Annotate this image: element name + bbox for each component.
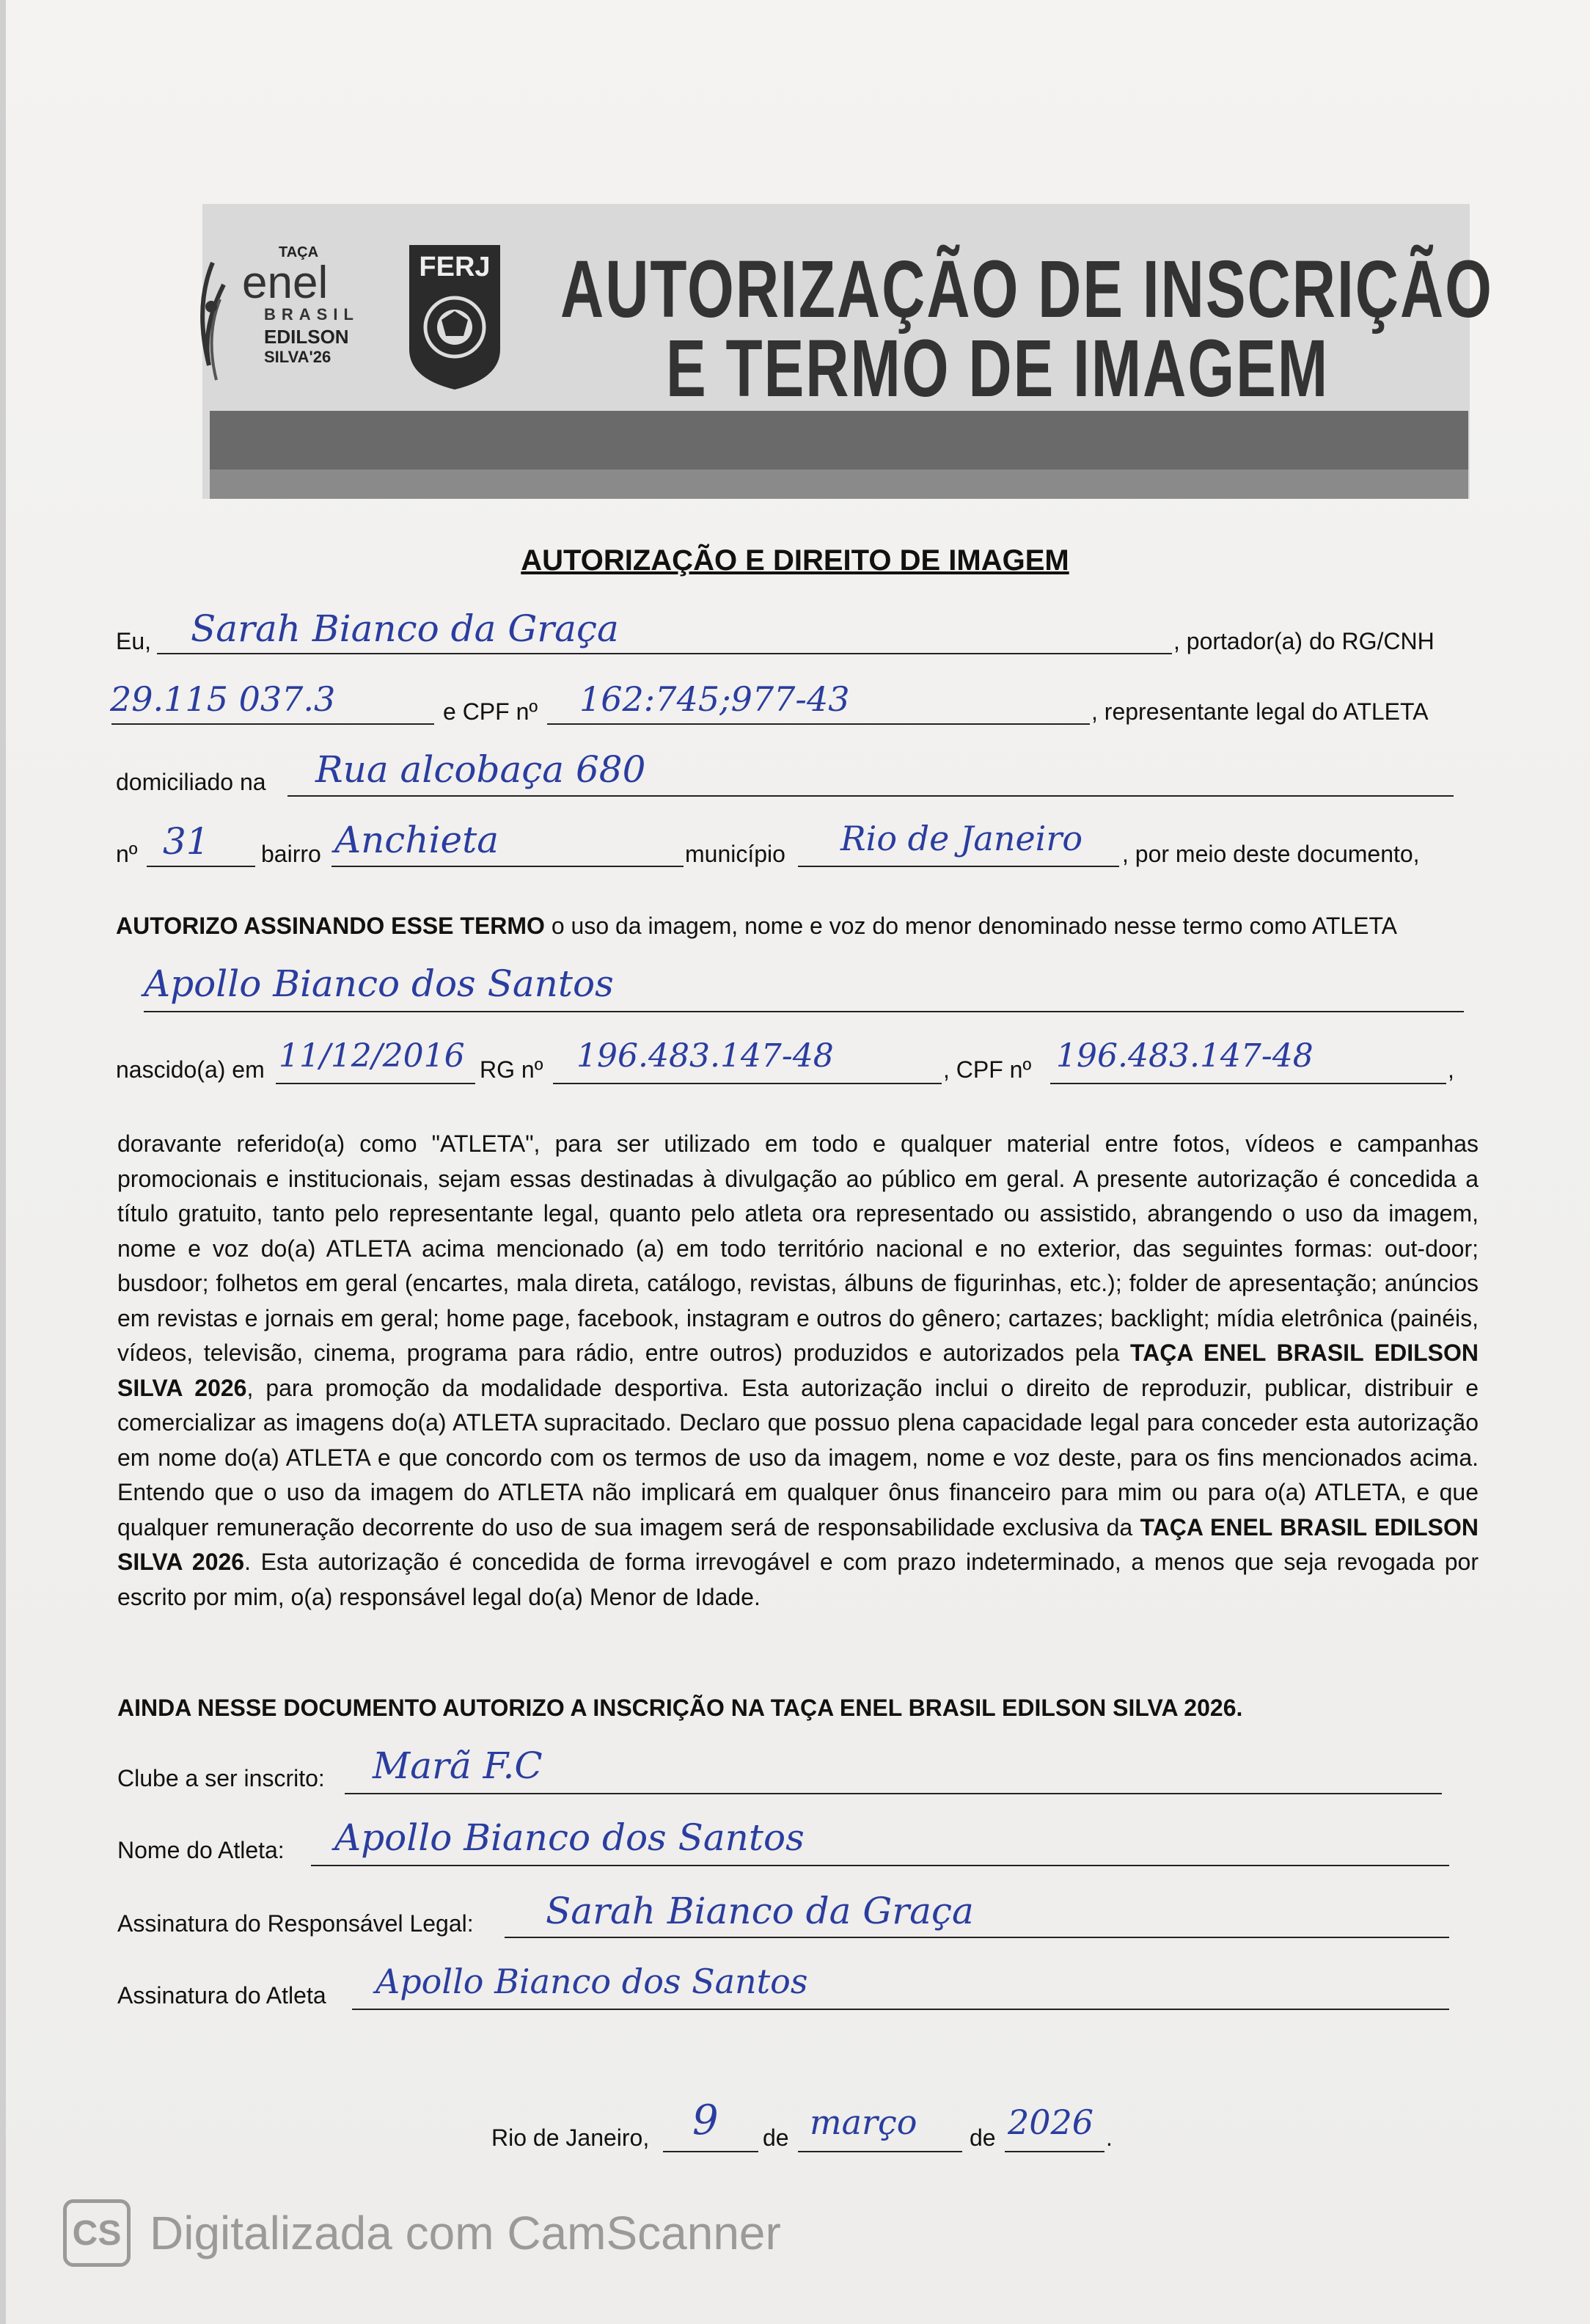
cpf-atleta-label: , CPF nº <box>943 1056 1032 1083</box>
atleta-name-value[interactable]: Apollo Bianco dos Santos <box>144 962 614 1005</box>
paragraph-part2: , para promoção da modalidade desportiva. Esta autorização inclui o direito de reproduzir, publicar, distribuir e comercializar as imagens do(a) ATLETA supracitado. Declaro que possuo plena capacidade legal para conceder esta autorização em nome do(a) ATLETA e que concordo com os termos de uso da imagem, nome e voz deste, para os fins mencionados acima. Entendo que o uso da imagem do ATLETA não implicará em qualquer ônus financeiro para mim ou para o(a) ATLETA, e que qualquer remuneração decorrente do uso de sua imagem será de responsabilidade exclusiva da <box>117 1374 1479 1541</box>
atleta-underline <box>144 1011 1464 1012</box>
paragraph-bold2: TAÇA ENEL BRASIL EDILSON SILVA 2026 <box>117 1513 1479 1575</box>
date-dot: . <box>1106 2124 1113 2151</box>
domiciliado-underline <box>287 795 1454 797</box>
ferj-shield-logo <box>403 239 506 393</box>
bairro-underline <box>331 866 684 867</box>
nome-atleta-label: Nome do Atleta: <box>117 1837 285 1863</box>
year-value[interactable]: 2026 <box>1008 2102 1094 2142</box>
clube-value[interactable]: Marã F.C <box>373 1744 543 1787</box>
nascido-label: nascido(a) em <box>116 1056 265 1083</box>
svg-text:SILVA'26: SILVA'26 <box>264 348 331 366</box>
year-underline <box>1005 2151 1104 2152</box>
termo-paragraph <box>117 1127 1479 1615</box>
rg-value[interactable]: 29.115 037.3 <box>110 679 336 719</box>
cpf-atleta-value[interactable]: 196.483.147-48 <box>1056 1037 1314 1075</box>
por-meio-label: , por meio deste documento, <box>1122 841 1420 867</box>
camscanner-icon: CS <box>63 2199 131 2267</box>
resp-sig-label: Assinatura do Responsável Legal: <box>117 1910 474 1937</box>
nascido-underline <box>276 1083 475 1084</box>
portador-label: , portador(a) do RG/CNH <box>1173 628 1435 654</box>
numero-underline <box>147 866 255 867</box>
page-edge-shadow <box>0 0 6 2324</box>
section-title: AUTORIZAÇÃO E DIREITO DE IMAGEM <box>521 544 1069 577</box>
paragraph-part3: . Esta autorização é concedida de forma irrevogável e com prazo indeterminado, a menos que seja revogada por escrito por mim, o(a) responsável legal do(a) Menor de Idade. <box>117 1549 1479 1610</box>
atleta-sig-label: Assinatura do Atleta <box>117 1982 326 2009</box>
autorizo-sentence <box>116 913 1397 940</box>
cpf-value[interactable]: 162:745;977-43 <box>579 679 850 719</box>
cpf-underline <box>547 723 1090 725</box>
domiciliado-label: domiciliado na <box>116 769 266 795</box>
header-light-band <box>210 469 1468 499</box>
resp-signature[interactable]: Sarah Bianco da Graça <box>546 1890 974 1932</box>
endereco-value[interactable]: Rua alcobaça 680 <box>315 748 646 791</box>
nascimento-value[interactable]: 11/12/2016 <box>279 1037 465 1075</box>
paragraph-bold1: TAÇA ENEL BRASIL EDILSON SILVA 2026 <box>117 1340 1479 1401</box>
svg-text:enel: enel <box>242 257 329 308</box>
comma: , <box>1448 1056 1454 1083</box>
camscanner-text: Digitalizada com CamScanner <box>150 2207 781 2259</box>
form-title-line2: E TERMO DE IMAGEM <box>666 324 1330 414</box>
de-label-2: de <box>970 2124 996 2151</box>
svg-text:BRASIL: BRASIL <box>264 305 359 324</box>
municipio-label: município <box>685 841 785 867</box>
rg-atleta-label: RG nº <box>480 1056 543 1083</box>
date-city: Rio de Janeiro, <box>491 2124 650 2151</box>
nome-atleta-value[interactable]: Apollo Bianco dos Santos <box>334 1816 805 1859</box>
clube-label: Clube a ser inscrito: <box>117 1765 325 1791</box>
form-title-line1: AUTORIZAÇÃO DE INSCRIÇÃO <box>560 244 1493 335</box>
atleta-signature[interactable]: Apollo Bianco dos Santos <box>375 1962 808 2001</box>
de-label-1: de <box>763 2124 789 2151</box>
rg-atleta-value[interactable]: 196.483.147-48 <box>576 1037 834 1075</box>
month-value[interactable]: março <box>810 2102 917 2142</box>
cpf-atleta-underline <box>1050 1083 1446 1084</box>
municipio-value[interactable]: Rio de Janeiro <box>840 819 1083 858</box>
bairro-value[interactable]: Anchieta <box>334 819 499 861</box>
svg-text:FERJ: FERJ <box>419 252 491 282</box>
numero-label: nº <box>116 841 138 867</box>
eu-label: Eu, <box>116 628 152 654</box>
rg-atleta-underline <box>553 1083 942 1084</box>
numero-value[interactable]: 31 <box>163 820 210 863</box>
clube-underline <box>345 1793 1442 1794</box>
month-underline <box>798 2151 962 2152</box>
autorizo-bold: AUTORIZO ASSINANDO ESSE TERMO <box>116 913 545 939</box>
nome-atleta-underline <box>311 1865 1449 1866</box>
camscanner-watermark <box>63 2199 781 2267</box>
responsavel-name-value[interactable]: Sarah Bianco da Graça <box>191 607 619 650</box>
eu-underline <box>157 653 1172 654</box>
rg-underline <box>111 723 434 725</box>
day-value[interactable]: 9 <box>692 2097 719 2144</box>
day-underline <box>663 2151 758 2152</box>
taca-enel-logo <box>191 241 389 395</box>
atleta-sig-underline <box>352 2009 1449 2010</box>
paragraph-part1: doravante referido(a) como "ATLETA", para ser utilizado em todo e qualquer material entre fotos, vídeos e campanhas promocionais e institucionais, sejam essas destinadas à divulgação ao público em geral. A presente autorização é concedida a título gratuito, tanto pelo representante legal, quanto pelo atleta ora representado ou assistido, abrangendo o uso da imagem, nome e voz do(a) ATLETA acima mencionado (a) em todo território nacional e no exterior, das seguintes formas: out-door; busdoor; folhetos em geral (encartes, mala direta, catálogo, revistas, álbuns de figurinhas, etc.); folder de apresentação; anúncios em revistas e jornais em geral; home page, facebook, instagram e outros do gênero; cartazes; backlight; mídia eletrônica (painéis, vídeos, televisão, cinema, programa para rádio, entre outros) produzidos e autorizados pela <box>117 1130 1479 1366</box>
municipio-underline <box>798 866 1119 867</box>
resp-sig-underline <box>505 1937 1449 1938</box>
representante-label: , representante legal do ATLETA <box>1091 698 1429 725</box>
inscricao-heading: AINDA NESSE DOCUMENTO AUTORIZO A INSCRIÇÃO NA TAÇA ENEL BRASIL EDILSON SILVA 2026. <box>117 1695 1243 1721</box>
autorizo-rest: o uso da imagem, nome e voz do menor denominado nesse termo como ATLETA <box>544 913 1398 939</box>
bairro-label: bairro <box>261 841 321 867</box>
cpf-label: e CPF nº <box>443 698 538 725</box>
svg-text:EDILSON: EDILSON <box>264 326 349 348</box>
svg-text:TAÇA: TAÇA <box>279 244 319 260</box>
